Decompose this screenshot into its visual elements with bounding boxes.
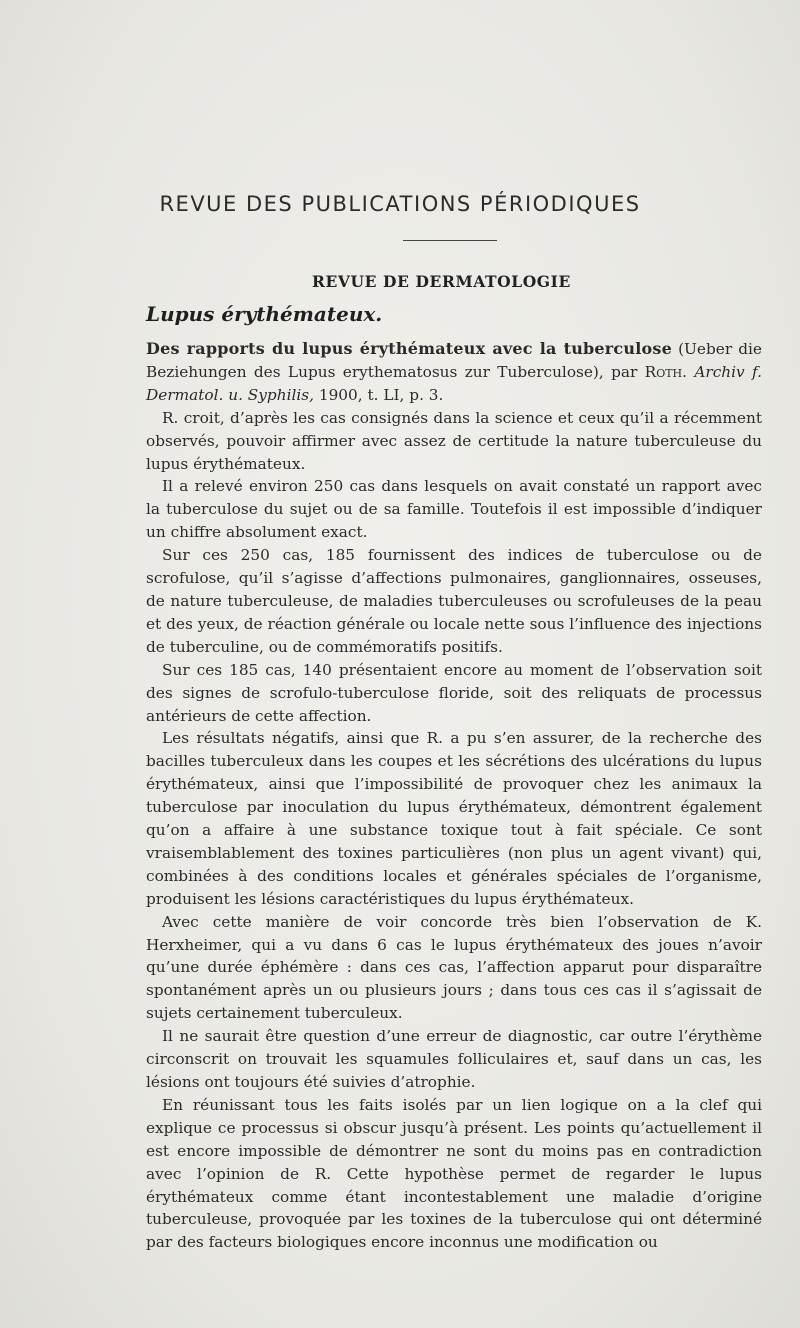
article-author: Roth. bbox=[644, 362, 687, 381]
paragraph: Les résultats négatifs, ainsi que R. a pu s’en assurer, de la recherche des bacilles tuberculeux dans les coupes et les sécrétions des ulcérations du lupus érythémateux, ainsi que l’impossibilité de provoquer chez les animaux la tuberculose par inoculation du lupus érythémateux, démontrent également qu’on a affaire à une substance toxique tout à fait spéciale. Ce sont vraisemblablement des toxines particulières (non plus un agent vivant) qui, combinées à des conditions locales et générales spéciales de l’organisme, produisent les lésions caractéristiques du lupus érythémateux. bbox=[146, 729, 762, 908]
article-journal: Archiv f. Dermatol. u. Syphilis, bbox=[146, 362, 762, 404]
article-citation: 1900, t. LI, p. 3. bbox=[313, 385, 444, 404]
article-heading bbox=[146, 338, 762, 407]
article-body bbox=[146, 338, 762, 1254]
article-title: Des rapports du lupus érythémateux avec la tuberculose bbox=[146, 339, 672, 358]
section-title: REVUE DE DERMATOLOGIE bbox=[312, 272, 571, 291]
page-header: REVUE DES PUBLICATIONS PÉRIODIQUES bbox=[159, 192, 641, 216]
paragraph: Il a relevé environ 250 cas dans lesquels on avait constaté un rapport avec la tuberculose du sujet ou de sa famille. Toutefois il est impossible d’indiquer un chiffre absolument exact. bbox=[146, 477, 762, 542]
paragraph: Avec cette manière de voir concorde très bien l’observation de K. Herxheimer, qui a vu dans 6 cas le lupus érythémateux des joues n’avoir qu’une durée éphémère : dans ces cas, l’affection apparut pour disparaître spontanément après un ou plusieurs jours ; dans tous ces cas il s’agissait de sujets certainement tuberculeux. bbox=[146, 912, 762, 1023]
article-subtitle: (Ueber die Beziehungen des Lupus erythematosus zur Tuberculose), par bbox=[146, 340, 762, 381]
subsection-title: Lupus érythémateux. bbox=[146, 302, 383, 326]
paragraph: En réunissant tous les faits isolés par un lien logique on a la clef qui explique ce processus si obscur jusqu’à présent. Les points qu’actuellement il est encore impossible de démontrer ne sont du moins pas en contradiction avec l’opinion de R. Cette hypothèse permet de regarder le lupus érythémateux comme étant incontestablement une maladie d’origine tuberculeuse, provoquée par les toxines de la tuberculose qui ont déterminé par des facteurs biologiques encore inconnus une modification ou bbox=[146, 1095, 762, 1252]
paragraph: Sur ces 185 cas, 140 présentaient encore au moment de l’observation soit des signes de scrofulo-tuberculose floride, soit des reliquats de processus antérieurs de cette affection. bbox=[146, 660, 762, 725]
paragraph: Sur ces 250 cas, 185 fournissent des indices de tuberculose ou de scrofulose, qu’il s’agisse d’affections pulmonaires, ganglionnaires, osseuses, de nature tuberculeuse, de maladies tuberculeuses ou scrofuleuses de la peau et des yeux, de réaction générale ou locale nette sous l’influence des injections de tuberculine, ou de commémoratifs positifs. bbox=[146, 546, 762, 656]
paragraph: Il ne saurait être question d’une erreur de diagnostic, car outre l’érythème circonscrit on trouvait les squamules folliculaires et, sauf dans un cas, les lésions ont toujours été suivies d’atrophie. bbox=[146, 1027, 762, 1091]
header-rule bbox=[403, 240, 497, 241]
paragraph: R. croit, d’après les cas consignés dans la science et ceux qu’il a récemment observés, pouvoir affirmer avec assez de certitude la nature tuberculeuse du lupus érythémateux. bbox=[146, 408, 762, 473]
